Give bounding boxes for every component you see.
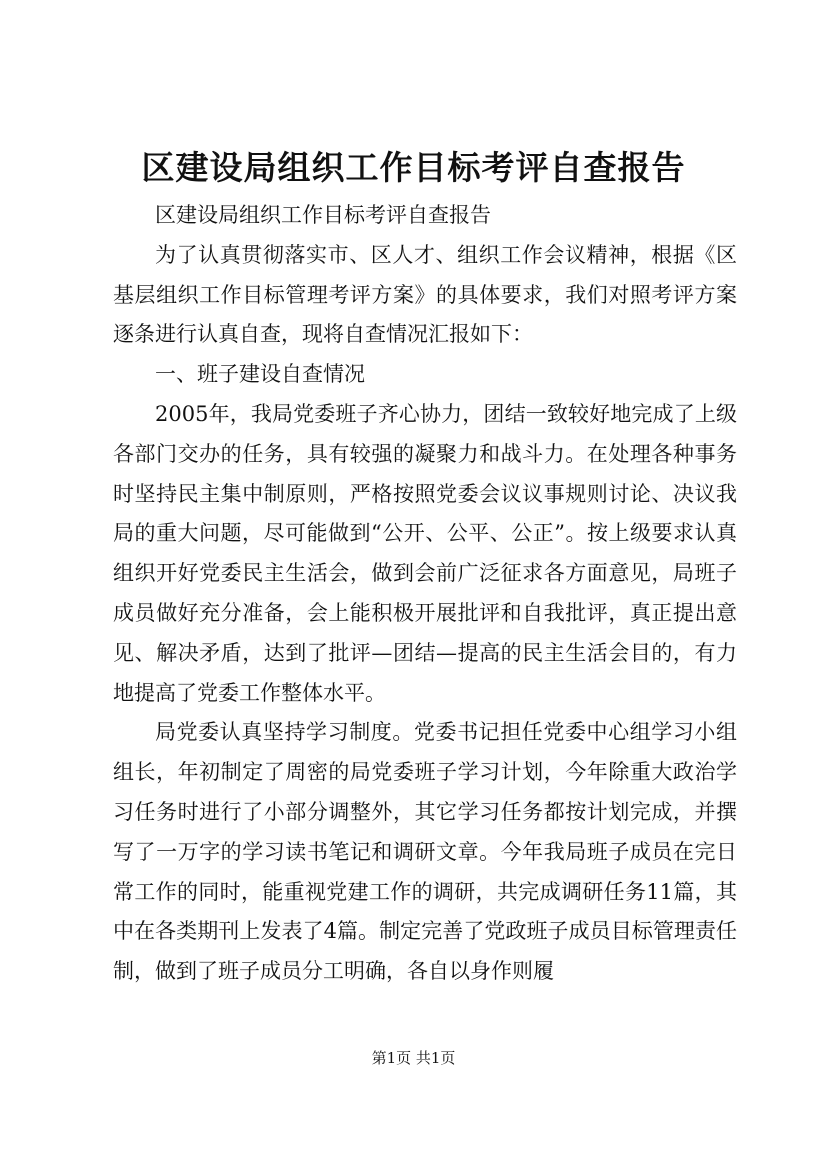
paragraph-study-system: 局党委认真坚持学习制度。党委书记担任党委中心组学习小组组长，年初制定了周密的局党委班子学习计划，今年除重大政治学习任务时进行了小部分调整外，其它学习任务都按计划完成，并撰写了一万字的学习读书笔记和调研文章。今年我局班子成员在完日常工作的同时，能重视党建工作的调研，共完成调研任务11篇，其中在各类期刊上发表了4篇。制定完善了党政班子成员目标管理责任制，做到了班子成员分工明确，各自以身作则履	[113, 720, 737, 984]
paragraph-team-building: 2005年，我局党委班子齐心协力，团结一致较好地完成了上级各部门交办的任务，具有较强的凝聚力和战斗力。在处理各种事务时坚持民主集中制原则，严格按照党委会议议事规则讨论、决议我局的重大问题，尽可能做到“公开、公平、公正”。按上级要求认真组织开好党委民主生活会，做到会前广泛征求各方面意见，局班子成员做好充分准备，会上能积极开展批评和自我批评，真正提出意见、解决矛盾，达到了批评—团结—提高的民主生活会目的，有力地提高了党委工作整体水平。	[113, 401, 737, 705]
paragraph-subtitle: 区建设局组织工作目标考评自查报告	[155, 203, 491, 227]
section-heading: 一、班子建设自查情况	[155, 362, 365, 387]
document-title: 区建设局组织工作目标考评自查报告	[141, 148, 686, 187]
document-body	[113, 196, 737, 992]
page-footer: 第1页 共1页	[371, 1049, 456, 1067]
paragraph-intro: 为了认真贯彻落实市、区人才、组织工作会议精神，根据《区基层组织工作目标管理考评方案》的具体要求，我们对照考评方案逐条进行认真自查，现将自查情况汇报如下：	[113, 242, 737, 347]
